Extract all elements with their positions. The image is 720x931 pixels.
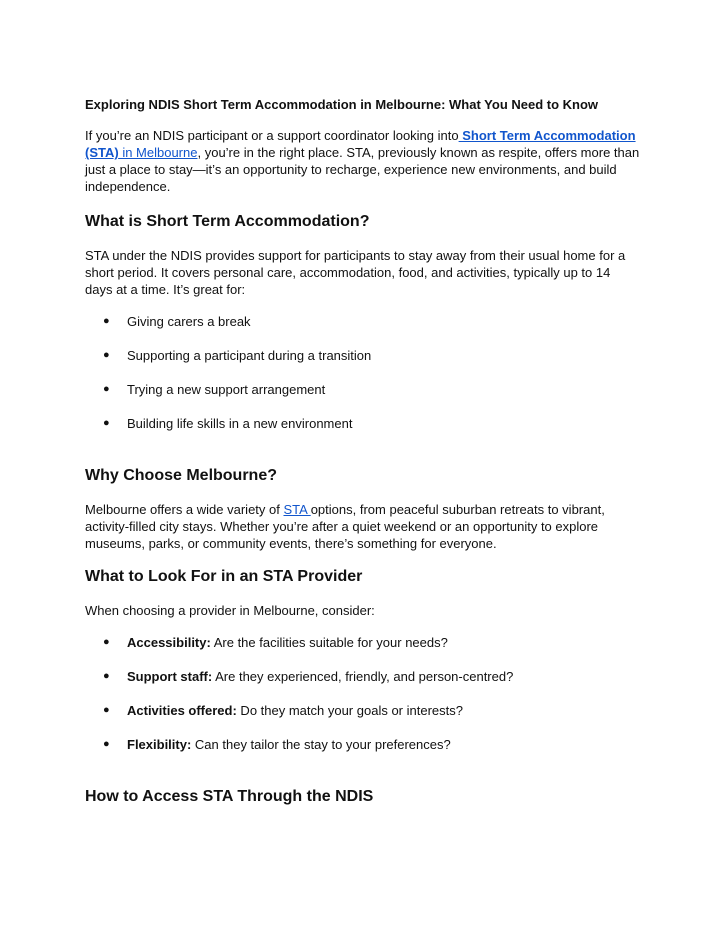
sta-link-bold-text: Short Term Accommodation (STA)	[85, 128, 636, 160]
list-item	[85, 668, 640, 685]
list-item-text: Supporting a participant during a transition	[127, 348, 372, 363]
list-item-text: Are they experienced, friendly, and person-centred?	[212, 669, 514, 684]
section-heading-access-sta: How to Access STA Through the NDIS	[85, 788, 374, 805]
sta-link-rest-text: in Melbourne	[118, 145, 198, 160]
list-item	[85, 634, 640, 651]
section-heading-why-melbourne: Why Choose Melbourne?	[85, 467, 277, 484]
list-item-term: Support staff:	[127, 669, 213, 684]
list-item-text: Are the facilities suitable for your needs?	[210, 635, 448, 650]
why-melbourne-text-after-link: options, from peaceful suburban retreats to vibrant, activity-filled city stays. Whether you’re after a quiet weekend or an opportunity to explore museums, parks, or community events, there’s something for everyone.	[85, 502, 605, 551]
document-page	[85, 96, 640, 807]
list-item	[85, 347, 640, 364]
bullet-icon: ●	[103, 349, 110, 361]
what-is-sta-paragraph: STA under the NDIS provides support for participants to stay away from their usual home for a short period. It covers personal care, accommodation, food, and activities, typically up to 14 days at a time. It’s great for:	[85, 248, 626, 297]
section-heading-what-is-sta: What is Short Term Accommodation?	[85, 213, 370, 230]
list-item	[85, 381, 640, 398]
list-item	[85, 313, 640, 330]
list-item	[85, 736, 640, 753]
intro-text-after-link: , you’re in the right place. STA, previously known as respite, offers more than just a place to stay—it’s an opportunity to recharge, experience new environments, and build independence.	[85, 145, 640, 194]
list-item-term: Flexibility:	[127, 737, 192, 752]
why-melbourne-paragraph	[85, 501, 640, 552]
section-heading-sta-provider: What to Look For in an STA Provider	[85, 568, 363, 585]
bullet-icon: ●	[103, 636, 110, 648]
list-item-text: Building life skills in a new environment	[127, 416, 353, 431]
list-item-text: Do they match your goals or interests?	[236, 703, 463, 718]
list-item-text: Giving carers a break	[127, 314, 251, 329]
list-item-term: Activities offered:	[127, 703, 237, 718]
provider-criteria-list	[85, 634, 640, 753]
list-item-text: Trying a new support arrangement	[127, 382, 326, 397]
list-item-term: Accessibility:	[127, 635, 211, 650]
bullet-icon: ●	[103, 670, 110, 682]
bullet-icon: ●	[103, 315, 110, 327]
intro-paragraph	[85, 127, 640, 195]
intro-text-before-link: If you’re an NDIS participant or a support coordinator looking into	[85, 128, 459, 143]
why-melbourne-text-before-link: Melbourne offers a wide variety of	[85, 502, 284, 517]
list-item	[85, 702, 640, 719]
sta-link[interactable]: STA	[283, 502, 311, 517]
bullet-icon: ●	[103, 704, 110, 716]
bullet-icon: ●	[103, 738, 110, 750]
list-item	[85, 415, 640, 432]
document-title: Exploring NDIS Short Term Accommodation in Melbourne: What You Need to Know	[85, 97, 599, 112]
sta-uses-list	[85, 313, 640, 432]
sta-provider-paragraph: When choosing a provider in Melbourne, consider:	[85, 603, 375, 618]
bullet-icon: ●	[103, 417, 110, 429]
bullet-icon: ●	[103, 383, 110, 395]
list-item-text: Can they tailor the stay to your preferences?	[191, 737, 451, 752]
